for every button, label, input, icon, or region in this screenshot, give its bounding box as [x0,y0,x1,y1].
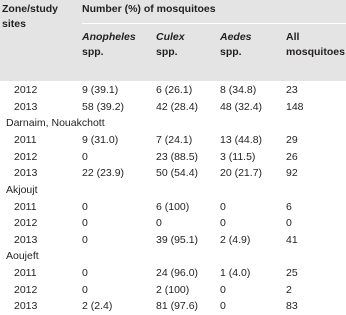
header-all-line2: mosquitoes [286,46,345,58]
row-label: 2011 [14,133,37,146]
table-row [0,99,346,116]
cell-aedes: 0 [220,300,226,313]
table-row [0,199,346,216]
cell-anopheles: 22 (23.9) [82,167,125,180]
header-aedes [220,30,252,60]
cell-anopheles: 0 [82,200,88,213]
header-anopheles [82,30,136,60]
section-row-akjoujt [0,182,346,199]
cell-culex: 81 (97.6) [156,300,199,313]
cell-anopheles: 0 [82,233,88,246]
header-aedes-spp: spp. [220,46,242,58]
table-row [0,232,346,249]
table-row [0,132,346,149]
cell-anopheles: 0 [82,283,88,296]
cell-aedes: 3 (11.5) [220,150,256,163]
cell-culex: 2 (100) [156,283,190,296]
table-row [0,149,346,166]
header-all-mosquitoes [286,30,345,60]
cell-anopheles: 2 (2.4) [82,300,113,313]
cell-culex: 24 (96.0) [156,267,199,280]
cell-all: 2 [286,283,292,296]
cell-culex: 23 (88.5) [156,150,199,163]
header-culex-genus: Culex [156,31,185,43]
cell-all: 0 [286,217,292,230]
header-number-of-mosquitoes: Number (%) of mosquitoes [82,3,216,15]
row-label: 2013 [14,233,38,246]
section-row-darnaim [0,115,346,132]
table-row [0,298,346,315]
row-label: 2012 [14,84,38,96]
cell-all: 92 [286,167,298,180]
header-all-line1: All [286,31,300,43]
header-anopheles-genus: Anopheles [82,31,136,43]
cell-anopheles: 9 (31.0) [82,133,119,146]
table-row [0,282,346,299]
cell-culex: 39 (95.1) [156,233,199,246]
row-label: 2011 [14,267,37,280]
table-row [0,215,346,232]
row-label: 2013 [14,300,38,313]
cell-aedes: 8 (34.8) [220,84,257,96]
cell-all: 41 [286,233,298,246]
cell-anopheles: 58 (39.2) [82,100,125,113]
cell-aedes: 2 (4.9) [220,233,251,246]
cell-culex: 6 (26.1) [156,84,193,96]
table-row [0,165,346,182]
cell-aedes: 20 (21.7) [220,167,263,180]
cell-culex: 0 [156,217,162,230]
table-row [0,82,346,99]
cell-anopheles: 0 [82,217,88,230]
header-culex-spp: spp. [156,46,178,58]
cell-aedes: 0 [220,283,226,296]
cell-all: 25 [286,267,298,280]
row-label: 2013 [14,100,38,113]
header-aedes-genus: Aedes [220,31,252,43]
row-label: 2012 [14,217,38,230]
section-label: Darnaim, Nouakchott [6,117,105,130]
cell-all: 83 [286,300,298,313]
cell-aedes: 48 (32.4) [220,100,263,113]
header-culex [156,30,185,60]
row-label: 2012 [14,283,38,296]
cell-all: 26 [286,150,298,163]
header-divider [82,23,346,24]
table-header [0,0,346,81]
cell-culex: 50 (54.4) [156,167,199,180]
cell-culex: 6 (100) [156,200,190,213]
cell-aedes: 0 [220,200,226,213]
cell-aedes: 13 (44.8) [220,133,263,146]
cell-all: 23 [286,84,298,96]
cell-all: 6 [286,200,292,213]
cell-aedes: 1 (4.0) [220,267,251,280]
cell-anopheles: 9 (39.1) [82,84,119,96]
cell-anopheles: 0 [82,150,88,163]
cell-anopheles: 0 [82,267,88,280]
section-label: Aoujeft [6,250,39,263]
cell-culex: 7 (24.1) [156,133,193,146]
header-anopheles-spp: spp. [82,46,104,58]
cell-culex: 42 (28.4) [156,100,199,113]
header-zone-study-sites: Zone/study sites [2,3,59,30]
table-row [0,265,346,282]
section-label: Akjoujt [6,183,38,196]
row-label: 2011 [14,200,37,213]
row-label: 2012 [14,150,38,163]
section-row-aoujeft [0,248,346,265]
cell-all: 29 [286,133,298,146]
cell-aedes: 0 [220,217,226,230]
row-label: 2013 [14,167,38,180]
cell-all: 148 [286,100,304,113]
